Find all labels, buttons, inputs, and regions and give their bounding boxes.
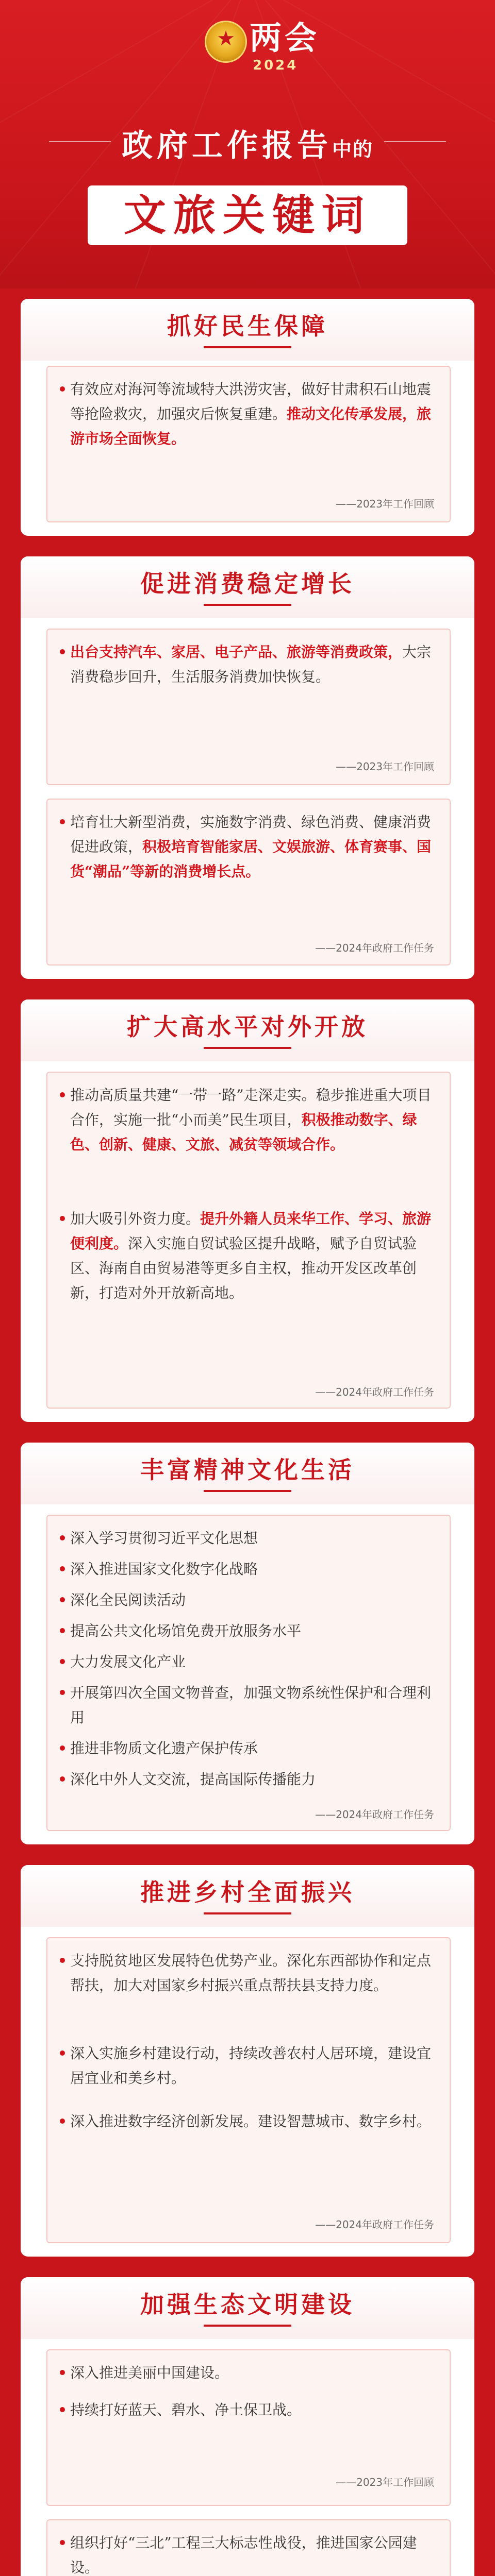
content-box (46, 629, 451, 785)
section-card (21, 999, 474, 1422)
list-item: 持续打好蓝天、碧水、净土保卫战。 (70, 2401, 302, 2418)
section-underline (204, 1912, 291, 1914)
section-title: 加强生态文明建设 (140, 2291, 355, 2318)
section-title: 丰富精神文化生活 (140, 1456, 355, 1484)
section-underline (204, 604, 291, 606)
paragraph (70, 377, 437, 451)
list-item: 深入推进数字经济创新发展。建设智慧城市、数字乡村。 (70, 2113, 432, 2130)
section-underline (204, 1490, 291, 1492)
highlight-text: 积极培育智能家居、文娱旅游、体育赛事、国货“潮品”等新的消费增长点。 (70, 838, 432, 880)
badge-name: 两会 (250, 19, 320, 57)
section-title: 抓好民生保障 (167, 312, 328, 340)
section-title: 扩大高水平对外开放 (127, 1013, 368, 1041)
section-underline (204, 2325, 291, 2327)
list-item: 开展第四次全国文物普查，加强文物系统性保护和合理利用 (70, 1684, 432, 1726)
paragraph-text: 有效应对海河等流域特大洪涝灾害，做好甘肃积石山地震等抢险救灾，加强灾后恢复重建。 (70, 381, 432, 422)
list-item: 支持脱贫地区发展特色优势产业。深化东西部协作和定点帮扶，加大对国家乡村振兴重点帮扶县支持力度。 (70, 1952, 432, 1994)
source-note: ——2023年工作回顾 (336, 760, 434, 773)
section-title: 促进消费稳定增长 (140, 570, 355, 598)
list-item: 提高公共文化场馆免费开放服务水平 (70, 1622, 302, 1639)
content-box (46, 1072, 451, 1409)
paragraph (70, 810, 437, 884)
national-emblem-icon: ★ (205, 21, 247, 63)
paragraph-text: 大宗消费稳步回升，生活服务消费加快恢复。 (70, 643, 432, 685)
highlight-text: 提升外籍人员来华工作、学习、旅游便利度。 (70, 1210, 432, 1252)
section-card (21, 1443, 474, 1844)
source-note: ——2024年政府工作任务 (315, 1386, 434, 1398)
paragraph (70, 1083, 437, 1157)
highlight-text: 积极推动数字、绿色、创新、健康、文旅、减贫等领域合作。 (70, 1111, 417, 1153)
paragraph-text: 推动高质量共建“一带一路”走深走实。稳步推进重大项目合作，实施一批“小而美”民生项目， (70, 1087, 432, 1128)
paragraph-text: 深入实施自贸试验区提升战略，赋予自贸试验区、海南自由贸易港等更多自主权，推动开发区改革创新，打造对外开放新高地。 (70, 1235, 417, 1301)
list-item: 深入推进国家文化数字化战略 (70, 1561, 258, 1578)
paragraph (70, 640, 437, 689)
section-card (21, 556, 474, 979)
content-box (46, 799, 451, 965)
highlight-text: 出台支持汽车、家居、电子产品、旅游等消费政策， (70, 643, 403, 660)
subtitle-main: 政府工作报告 (121, 128, 332, 164)
subtitle-small: 中的 (332, 138, 373, 161)
section-underline (204, 1047, 291, 1049)
content-box (46, 366, 451, 522)
source-note: ——2024年政府工作任务 (315, 942, 434, 954)
content-box (46, 1515, 451, 1831)
content-box (46, 2519, 451, 2576)
section-title: 推进乡村全面振兴 (140, 1878, 355, 1906)
list-item: 深化中外人文交流，提高国际传播能力 (70, 1771, 316, 1788)
list-item: 深入学习贯彻习近平文化思想 (70, 1530, 258, 1547)
page-title: 文旅关键词 (123, 191, 371, 240)
badge-year: 2024 (253, 58, 299, 73)
paragraph-text: 培育壮大新型消费，实施数字消费、绿色消费、健康消费促进政策， (70, 814, 432, 855)
section-card (21, 299, 474, 536)
list-item: 深化全民阅读活动 (70, 1591, 186, 1608)
source-note: ——2024年政府工作任务 (315, 2218, 434, 2231)
header (0, 0, 495, 289)
list-item: 推进非物质文化遗产保护传承 (70, 1740, 258, 1757)
content-box (46, 2349, 451, 2506)
source-note: ——2023年工作回顾 (336, 498, 434, 510)
highlight-text: 推动文化传承发展，旅游市场全面恢复。 (70, 405, 432, 447)
list-item: 深入推进美丽中国建设。 (70, 2364, 229, 2381)
paragraph-text: 加大吸引外资力度。 (70, 1210, 201, 1227)
section-card (21, 1865, 474, 2257)
source-note: ——2023年工作回顾 (336, 2476, 434, 2488)
section-underline (204, 346, 291, 348)
list-item: 深入实施乡村建设行动，持续改善农村人居环境，建设宜居宜业和美乡村。 (70, 2045, 432, 2087)
list-item: 大力发展文化产业 (70, 1653, 186, 1670)
paragraph (70, 1207, 437, 1306)
section-card (21, 2277, 474, 2576)
content-box (46, 1937, 451, 2243)
page-subtitle (0, 121, 495, 165)
source-note: ——2024年政府工作任务 (315, 1808, 434, 1821)
paragraph: 组织打好“三北”工程三大标志性战役，推进国家公园建设。 (70, 2534, 417, 2576)
